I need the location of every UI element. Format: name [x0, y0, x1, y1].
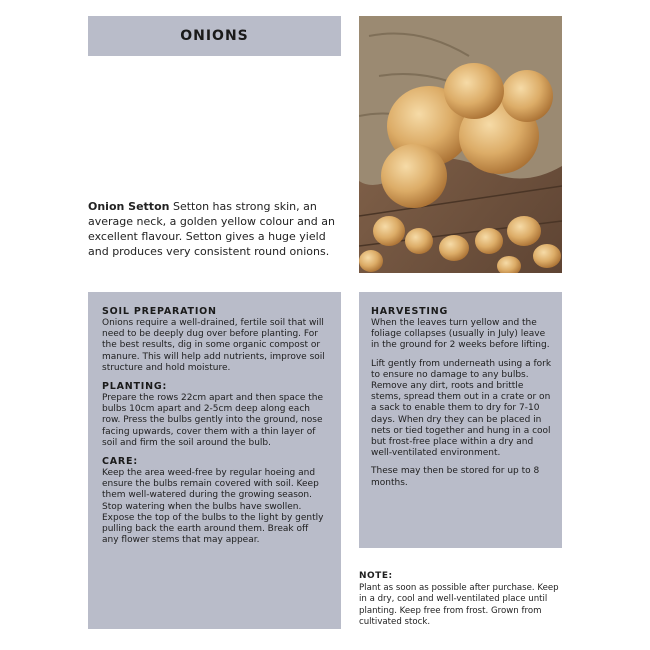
note-text: Plant as soon as possible after purchase. Keep in a dry, cool and well-ventilated place until planting. Keep free from frost. Grown from cultivated stock. [359, 582, 559, 627]
variety-text: Setton has strong skin, an average neck, a golden yellow colour and an excellent flavour. Setton gives a huge yield and produces very consistent round onions. [88, 200, 335, 258]
harvesting-text-3: These may then be stored for up to 8 months. [371, 466, 540, 488]
harvesting-text-2: Lift gently from underneath using a fork to ensure no damage to any bulbs. Remove any dirt, roots and brittle stems, spread them out in a crate or on a sack to enable them to dry for 7-10 days. When dry they can be placed in nets or tied together and hung in a cool but frost-free place within a dry and well-ventilated environment. [371, 358, 552, 459]
note-section [359, 571, 569, 629]
harvesting-heading: HARVESTING [371, 306, 449, 317]
soil-preparation-heading: SOIL PREPARATION [102, 306, 217, 317]
soil-preparation-text: Onions require a well-drained, fertile soil that will need to be deeply dug over before planting. For the best results, dig in some organic compost or manure. This will help add nutrients, improve soil structure and hold moisture. [102, 318, 325, 373]
planting-heading: PLANTING: [102, 381, 168, 393]
care-heading: CARE: [102, 456, 138, 468]
onions-on-burlap-photo [359, 16, 562, 273]
harvesting-panel [359, 292, 562, 548]
variety-description [88, 199, 346, 259]
note-heading: NOTE: [359, 571, 393, 581]
planting-text: Prepare the rows 22cm apart and then space the bulbs 10cm apart and 2-5cm deep along each row. Press the bulbs gently into the ground, nose facing upwards, cover them with a thin layer of soil and firm the soil around the bulb. [102, 393, 324, 448]
growing-instructions-panel [88, 292, 341, 629]
page-title: ONIONS [180, 28, 249, 44]
care-text: Keep the area weed-free by regular hoeing and ensure the bulbs remain covered with soil. Keep them well-watered during the growing season. Stop watering when the bulbs have swollen. Expose the top of the bulbs to the light by gently pulling back the earth around them. Break off any flower stems that may appear. [102, 468, 324, 546]
title-banner [88, 16, 341, 56]
onions-photo [359, 16, 562, 273]
variety-name: Onion Setton [88, 200, 170, 213]
harvesting-text-1: When the leaves turn yellow and the foliage collapses (usually in July) leave in the ground for 2 weeks before lifting. [371, 318, 550, 351]
